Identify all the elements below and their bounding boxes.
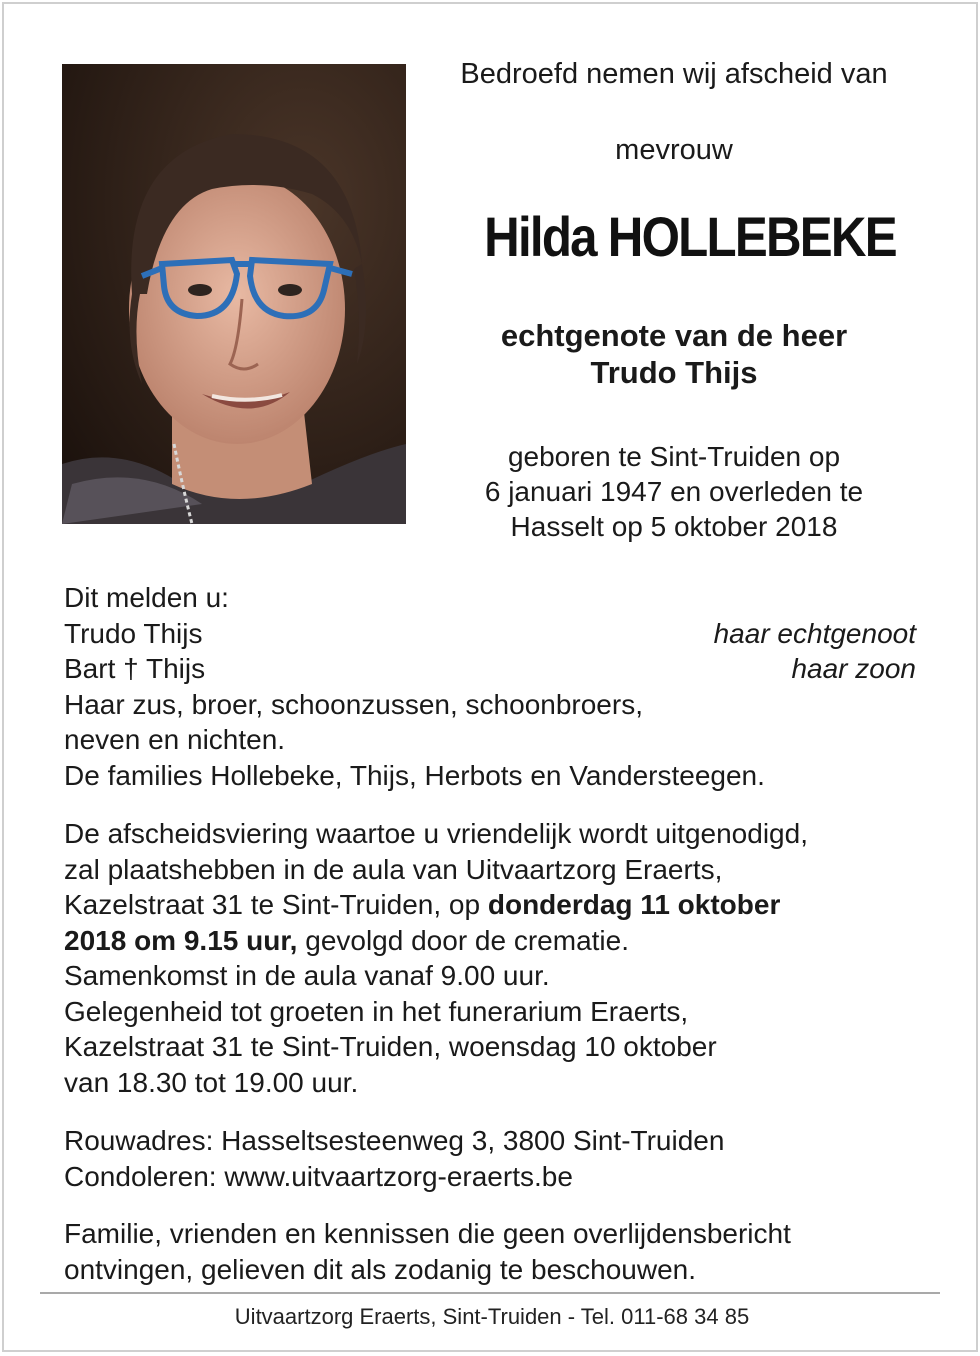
spouse-line-1: echtgenote van de heer <box>500 318 848 353</box>
portrait-illustration <box>62 64 406 524</box>
birth-death-block <box>424 439 924 544</box>
family-member-relation: haar zoon <box>791 653 916 684</box>
footnote-line: Familie, vrienden en kennissen die geen overlijdensbericht <box>64 1218 791 1249</box>
families-line: De families Hollebeke, Thijs, Herbots en Vandersteegen. <box>64 759 765 791</box>
deceased-name: Hilda HOLLEBEKE <box>484 205 896 268</box>
funeral-home-footer: Uitvaartzorg Eraerts, Sint-Truiden - Tel. 011-68 34 85 <box>234 1304 750 1329</box>
family-row <box>64 616 916 652</box>
honorific: mevrouw <box>615 134 733 166</box>
birth-line-1: geboren te Sint-Truiden op <box>507 441 841 472</box>
announce-intro: Dit melden u: <box>64 582 229 613</box>
ceremony-date: donderdag 11 oktober <box>487 889 781 920</box>
intro-text: Bedroefd nemen wij afscheid van <box>460 58 888 90</box>
family-row <box>64 651 916 687</box>
family-member-name: Bart † Thijs <box>64 653 206 684</box>
birth-line-2: 6 januari 1947 en overleden te <box>484 476 864 507</box>
birth-line-3: Hasselt op 5 oktober 2018 <box>510 511 838 542</box>
divider <box>40 1292 940 1294</box>
ceremony-section <box>64 816 916 1100</box>
mourning-address: Rouwadres: Hasseltsesteenweg 3, 3800 Sint-Truiden <box>64 1125 725 1156</box>
spouse-line-2: Trudo Thijs <box>590 355 758 390</box>
announcement-section <box>64 580 916 793</box>
condolence-link[interactable]: Condoleren: www.uitvaartzorg-eraerts.be <box>64 1160 573 1192</box>
ceremony-line <box>64 923 916 959</box>
family-member-name: Trudo Thijs <box>64 617 203 649</box>
address-section <box>64 1123 916 1194</box>
ceremony-line: Gelegenheid tot groeten in het funerarium Eraerts, <box>64 995 689 1027</box>
ceremony-line: zal plaatshebben in de aula van Uitvaartzorg Eraerts, <box>64 853 723 885</box>
ceremony-line: Kazelstraat 31 te Sint-Truiden, woensdag 10 oktober <box>64 1031 717 1062</box>
ceremony-line <box>64 887 916 923</box>
footnote-line: ontvingen, gelieven dit als zodanig te beschouwen. <box>64 1253 696 1285</box>
ceremony-line: De afscheidsviering waartoe u vriendelijk wordt uitgenodigd, <box>64 818 808 849</box>
ceremony-time: 2018 om 9.15 uur, <box>64 924 298 956</box>
family-member-relation: haar echtgenoot <box>713 617 916 649</box>
ceremony-text: gevolgd door de crematie. <box>297 924 629 956</box>
obituary-card <box>2 2 978 1352</box>
ceremony-text: Kazelstraat 31 te Sint-Truiden, op <box>64 889 488 920</box>
relatives-line: neven en nichten. <box>64 724 286 755</box>
ceremony-line: van 18.30 tot 19.00 uur. <box>64 1066 359 1098</box>
spouse-block <box>424 317 924 391</box>
ceremony-line: Samenkomst in de aula vanaf 9.00 uur. <box>64 960 550 991</box>
relatives-line: Haar zus, broer, schoonzussen, schoonbroers, <box>64 688 643 720</box>
portrait-photo <box>62 64 406 524</box>
footnote-section <box>64 1216 916 1287</box>
